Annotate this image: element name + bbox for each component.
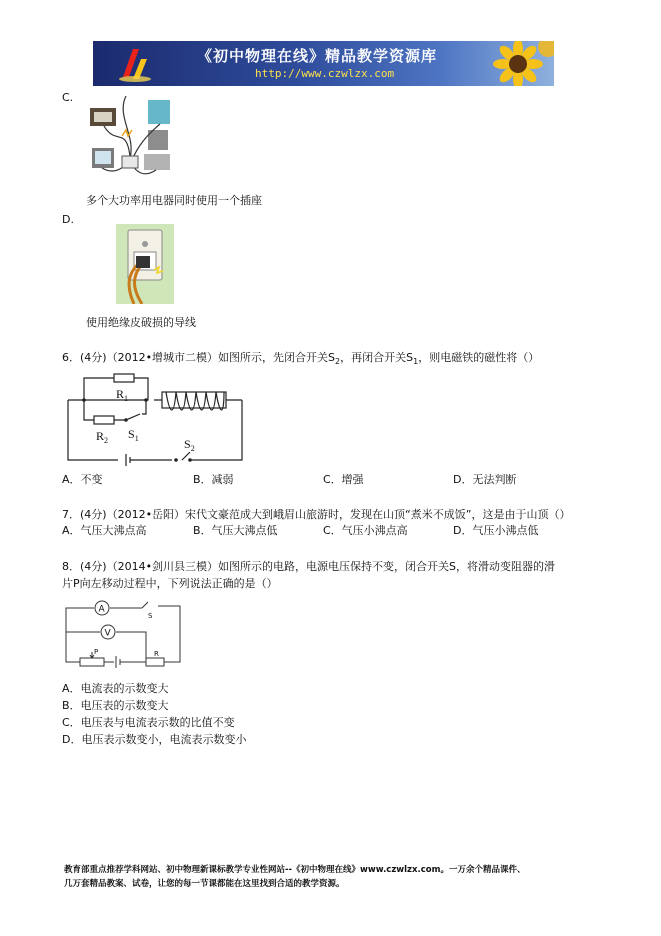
site-logo-icon	[115, 45, 155, 83]
q5-option-c-caption: 多个大功率用电器同时使用一个插座	[86, 194, 262, 207]
q7-option-d[interactable]: D．气压小沸点低	[453, 524, 539, 537]
q8-option-d[interactable]: D．电压表示数变小，电流表示数变小	[62, 733, 247, 746]
banner-url: http://www.czwlzx.com	[255, 67, 395, 80]
q8-circuit-diagram	[62, 598, 184, 672]
q8-option-c[interactable]: C．电压表与电流表示数的比值不变	[62, 716, 235, 729]
svg-text:R1: $R_1$	[116, 387, 129, 403]
footer-line-2: 几万套精品教案、试卷，让您的每一节课都能在这里找到合适的教学资源。	[64, 879, 345, 889]
q5-option-c-label: C.	[62, 91, 74, 104]
q7-option-c[interactable]: C．气压小沸点高	[323, 524, 408, 537]
svg-text:S1: $S_1$	[128, 427, 139, 443]
q8-stem-line-1: 8．(4分)（2014•剑川县三模）如图所示的电路，电源电压保持不变，闭合开关S，将滑动变阻器的滑	[62, 560, 556, 573]
footer-line-1: 教育部重点推荐学科网站、初中物理新课标教学专业性网站--《初中物理在线》www.czwlzx.com。一万余个精品课件、	[64, 865, 526, 875]
q6-stem: 6．(4分)（2012•增城市二模）如图所示，先闭合开关$S_2$，再闭合开关$S_1$，则电磁铁的磁性将（）	[62, 351, 540, 367]
q7-option-a[interactable]: A．气压大沸点高	[62, 524, 147, 537]
damaged-wire-picture	[116, 224, 174, 304]
q8-option-a[interactable]: A．电流表的示数变大	[62, 682, 169, 695]
q6-option-c[interactable]: C．增强	[323, 473, 364, 486]
q6-option-d[interactable]: D．无法判断	[453, 473, 517, 486]
q8-option-b[interactable]: B．电压表的示数变大	[62, 699, 169, 712]
svg-text:R2: $R_2$	[96, 429, 109, 445]
appliances-overload-picture	[86, 96, 178, 186]
q7-stem: 7．(4分)（2012•岳阳）宋代文豪范成大到峨眉山旅游时，发现在山顶“煮米不成饭”，这是由于山顶（）	[62, 508, 571, 521]
header-banner	[93, 41, 554, 86]
q8-stem-line-2: 片P向左移动过程中，下列说法正确的是（）	[62, 577, 278, 590]
svg-text:V: V	[104, 628, 111, 639]
q6-circuit-diagram	[66, 372, 246, 466]
q7-option-b[interactable]: B．气压大沸点低	[193, 524, 278, 537]
q5-option-d-caption: 使用绝缘皮破损的导线	[86, 316, 196, 329]
svg-text:S2: $S_2$	[184, 437, 195, 453]
svg-text:A: A	[98, 604, 105, 615]
q5-option-d-label: D.	[62, 213, 74, 226]
svg-text:P: P	[94, 648, 99, 656]
banner-title: 《初中物理在线》精品教学资源库	[197, 47, 438, 65]
q6-option-b[interactable]: B．减弱	[193, 473, 234, 486]
svg-text:S: S	[148, 612, 153, 620]
sunflower-icon	[488, 41, 554, 86]
q6-option-a[interactable]: A．不变	[62, 473, 103, 486]
svg-text:R: R	[154, 650, 159, 658]
